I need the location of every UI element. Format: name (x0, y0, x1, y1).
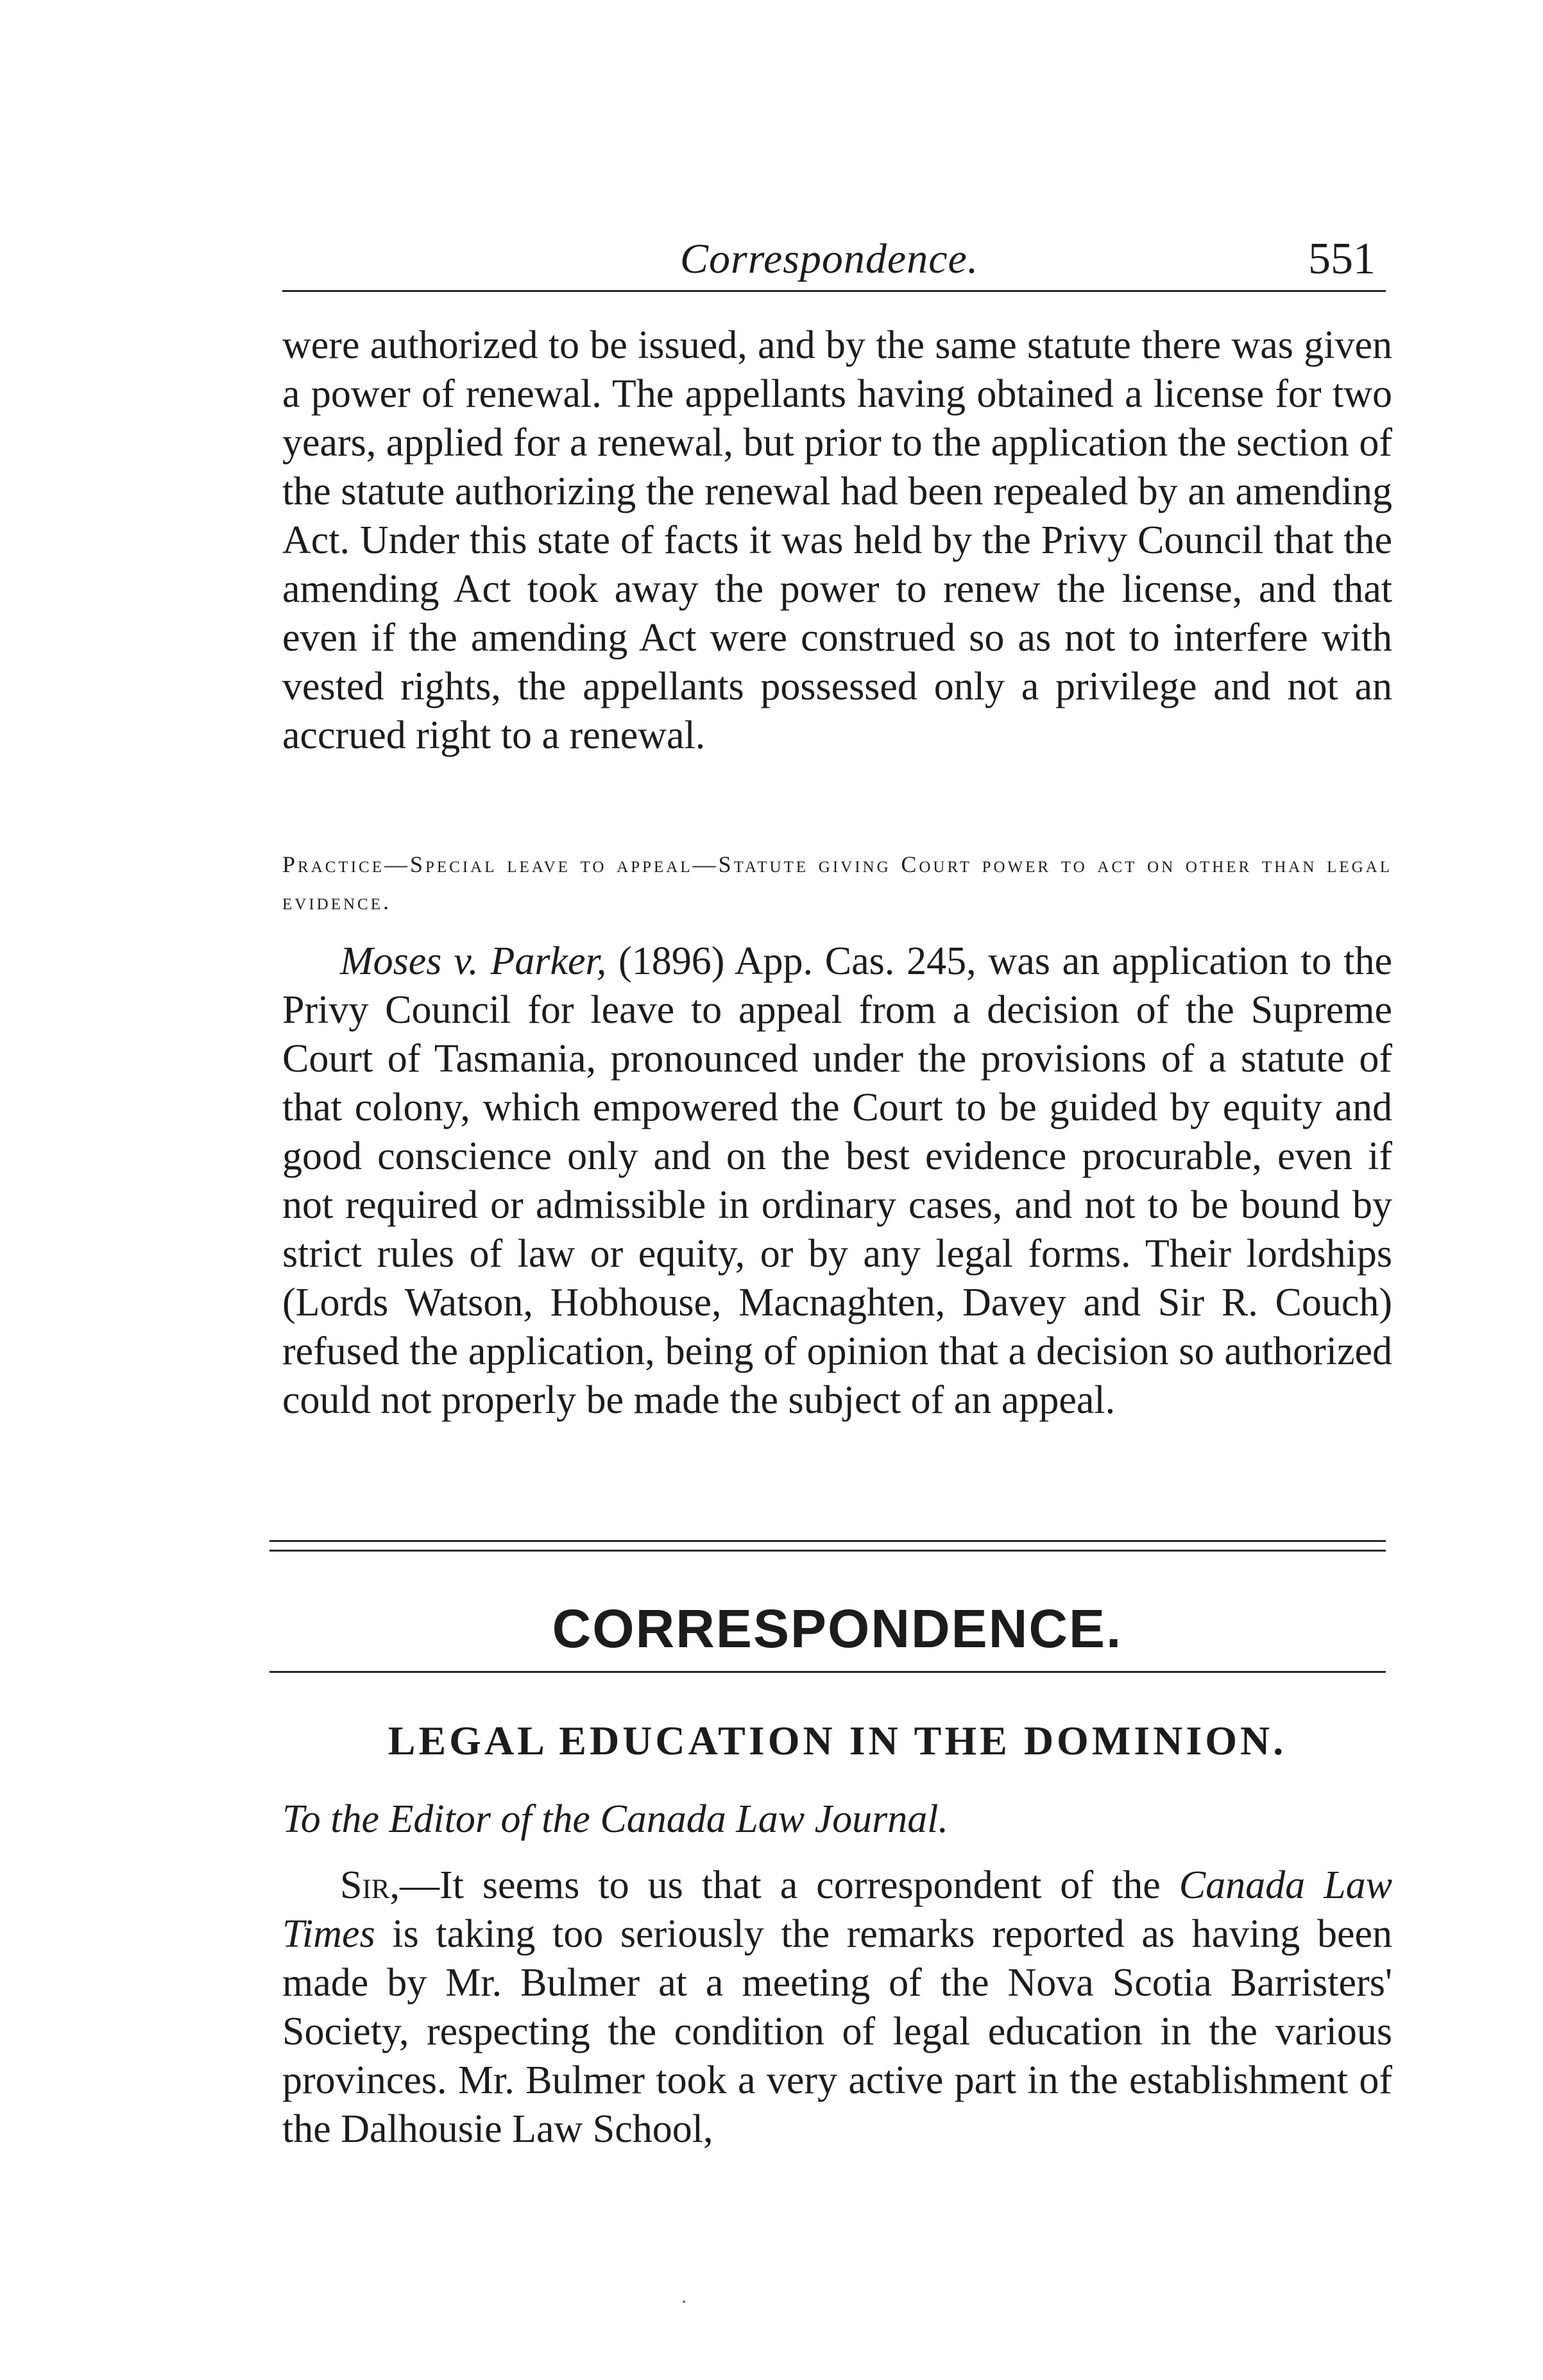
continuation-paragraph: were authorized to be issued, and by the same statute there was given a power of renewal. The appellants having obtained a license for two years, applied for a renewal, but prior to the application the section of the statute authorizing the renewal had been repealed by an amending Act. Under this state of facts it was held by the Privy Council that the amending Act took away the power to renew the license, and that even if the amending Act were construed so as not to interfere with vested rights, the appellants possessed only a privilege and not an accrued right to a renewal. (282, 323, 1392, 757)
page-number: 551 (1308, 234, 1376, 284)
letter-text-1: —It seems to us that a correspondent of the (399, 1863, 1179, 1907)
letter-subtitle: LEGAL EDUCATION IN THE DOMINION. (388, 1718, 1287, 1763)
letter-paragraph (282, 1861, 1392, 2153)
letter-salutation: To the Editor of the Canada Law Journal. (282, 1797, 949, 1841)
letter-text-2: is taking too seriously the remarks reported as having been made by Mr. Bulmer at a meeting of the Nova Scotia Barristers' Society, respecting the condition of legal education in the various provinces. Mr. Bulmer took a very active part in the establishment of the Dalhousie Law School, (282, 1912, 1392, 2151)
case-name: Moses v. Parker, (340, 939, 607, 983)
section-title: CORRESPONDENCE. (552, 1598, 1123, 1659)
page-header (282, 231, 1386, 302)
running-title: Correspondence. (680, 235, 979, 282)
header-rule (282, 290, 1386, 292)
section-title-rule (269, 1671, 1386, 1673)
publication-name: Canada Law Times (282, 1863, 1392, 1956)
footer-mark (683, 2300, 685, 2303)
case-paragraph (282, 937, 1392, 1425)
practice-heading: Practice—Special leave to appeal—Statute giving Court power to act on other than legal evidence. (282, 852, 1392, 914)
letter-opening: Sir, (340, 1863, 400, 1907)
section-divider (269, 1540, 1386, 1552)
case-text: (1896) App. Cas. 245, was an application to the Privy Council for leave to appeal from a decision of the Supreme Court of Tasmania, pronounced under the provisions of a statute of that colony, which empowered the Court to be guided by equity and good conscience only and on the best evidence procurable, even if not required or admissible in ordinary cases, and not to be bound by strict rules of law or equity, or by any legal forms. Their lordships (Lords Watson, Hobhouse, Macnaghten, Davey and Sir R. Couch) refused the application, being of opinion that a decision so authorized could not properly be made the subject of an appeal. (282, 939, 1392, 1422)
